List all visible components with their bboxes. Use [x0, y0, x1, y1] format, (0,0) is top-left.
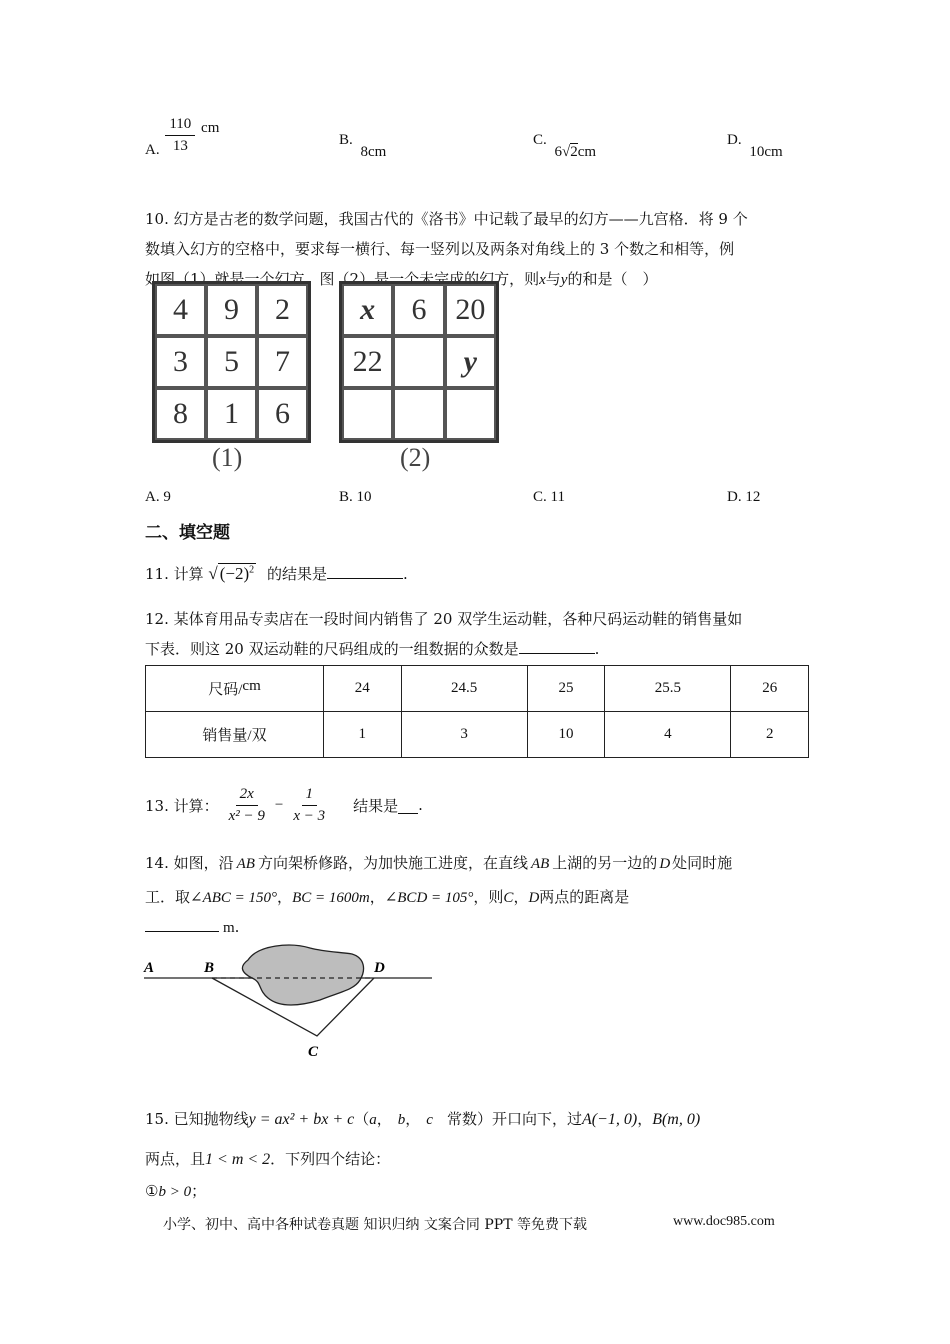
option-a-fraction: $\frac{110}{13}$	[165, 116, 195, 154]
grid-cell: 7	[257, 336, 308, 388]
q9-option-c	[533, 132, 597, 160]
grid-cell: 3	[155, 336, 206, 388]
table-cell: 2	[731, 712, 809, 758]
grid-cell: 2	[257, 284, 308, 336]
grid-cell: y	[445, 336, 496, 388]
table-cell: 3	[401, 712, 527, 758]
q10-line-3: 如图（1）就是一个幻方．图（2）是一个未完成的幻方，则x与y的和是（ ）	[145, 270, 658, 288]
q12-line-1: 12. 某体育用品专卖店在一段时间内销售了 20 双学生运动鞋，各种尺码运动鞋的销售量如	[145, 610, 743, 628]
q11: 11. 计算 √ $(-2)^2$ 的结果是 .	[145, 564, 408, 583]
table-cell: 10	[527, 712, 605, 758]
q10-line-1: 10. 幻方是古老的数学问题，我国古代的《洛书》中记载了最早的幻方——九宫格．将 9 个	[145, 210, 748, 228]
figure-1-caption: (1)	[212, 443, 243, 472]
q12-answer-blank[interactable]	[519, 653, 595, 654]
option-a-unit: cm	[201, 120, 220, 137]
q10-line-2: 数填入幻方的空格中，要求每一横行、每一竖列以及两条对角线上的 3 个数之和相等，例	[145, 240, 735, 258]
q9-option-b	[339, 132, 387, 160]
grid-cell	[393, 336, 444, 388]
q15-item-1: ①b > 0；	[145, 1182, 207, 1200]
option-a-label: A.	[145, 142, 160, 159]
grid-cell: x	[342, 284, 393, 336]
q11-expression: √ $(-2)^2$	[208, 564, 255, 583]
q13-answer-blank[interactable]	[398, 797, 418, 814]
grid-cell: 6	[257, 388, 308, 440]
grid-cell	[342, 388, 393, 440]
footer-url: www.doc985.com	[673, 1214, 775, 1229]
grid-cell	[393, 388, 444, 440]
table-cell: 24	[324, 666, 402, 712]
label-d: D	[374, 960, 385, 976]
label-b: B	[204, 960, 215, 976]
option-b-value: 8cm	[360, 144, 387, 160]
magic-square-2	[339, 281, 499, 443]
section-title: 二、填空题	[145, 523, 230, 543]
table-cell: 1	[324, 712, 402, 758]
label-c: C	[308, 1044, 319, 1060]
grid-cell: 22	[342, 336, 393, 388]
option-d-value: 10cm	[749, 144, 783, 160]
q13-fraction-1: $\frac{2x}{\text{x² − 9}}$	[228, 786, 265, 824]
grid-cell: 9	[206, 284, 257, 336]
q15-line-2: 两点，且1 < m < 2．下列四个结论：	[145, 1150, 391, 1168]
option-c-value: 6√2cm	[554, 144, 597, 160]
table-cell: 26	[731, 666, 809, 712]
label-a: A	[144, 960, 155, 976]
q9-option-d	[727, 132, 783, 160]
q13-fraction-2: $\frac{1}{x - 3}$	[293, 786, 326, 824]
option-c-label: C.	[533, 132, 547, 148]
grid-cell: 5	[206, 336, 257, 388]
q10-option-b: B. 10	[339, 489, 372, 505]
table-cell: 24.5	[401, 666, 527, 712]
grid-cell: 20	[445, 284, 496, 336]
q10-option-c: C. 11	[533, 489, 565, 505]
q11-answer-blank[interactable]	[327, 578, 403, 579]
table-row-sales	[146, 712, 809, 758]
q15-line-1: 15. 已知抛物线y = ax² + bx + c（a， b， c 常数）开口向下，过A(−1, 0)，B(m, 0)	[145, 1110, 701, 1128]
grid-cell: 6	[393, 284, 444, 336]
table-cell: 4	[605, 712, 731, 758]
shoe-size-table	[145, 665, 809, 758]
figure-2-caption: (2)	[400, 443, 431, 472]
grid-cell: 8	[155, 388, 206, 440]
q14-answer-blank[interactable]	[145, 931, 219, 932]
q13: 13. 计算： $\frac{2x}{\text{x² − 9}}$ − $\frac{1}{x - 3}$ 结果是 .	[145, 786, 423, 824]
q10-option-a: A. 9	[145, 489, 171, 505]
grid-cell: 1	[206, 388, 257, 440]
q12-line-2: 下表．则这 20 双运动鞋的尺码组成的一组数据的众数是 .	[145, 640, 600, 658]
table-cell: 25	[527, 666, 605, 712]
table-header-sales: 销售量/双	[146, 712, 324, 758]
table-cell: 25.5	[605, 666, 731, 712]
lake-shape	[242, 945, 363, 1005]
q9-option-a	[145, 116, 220, 159]
q10-option-d: D. 12	[727, 489, 761, 505]
q14-line-3: m.	[145, 918, 239, 937]
bridge-diagram	[140, 940, 440, 1065]
q14-line-2: 工．取∠ABC = 150°，BC = 1600m，∠BCD = 105°，则C，D两点的距离是	[145, 888, 630, 906]
table-row-sizes	[146, 666, 809, 712]
q14-line-1: 14. 如图，沿 AB 方向架桥修路，为加快施工进度，在直线 AB 上湖的另一边的 D 处同时施	[145, 854, 733, 872]
table-header-size: 尺码/cm	[146, 666, 324, 712]
grid-cell	[445, 388, 496, 440]
footer-text: 小学、初中、高中各种试卷真题 知识归纳 文案合同 PPT 等免费下载	[163, 1217, 587, 1233]
magic-square-1	[152, 281, 311, 443]
option-d-label: D.	[727, 132, 742, 148]
grid-cell: 4	[155, 284, 206, 336]
option-b-label: B.	[339, 132, 353, 148]
